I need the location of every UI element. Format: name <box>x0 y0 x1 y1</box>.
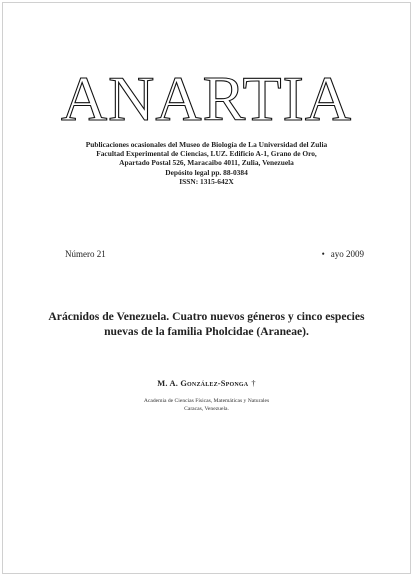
issue-date: ayo 2009 <box>330 249 364 259</box>
issue-date-group <box>322 249 364 259</box>
affiliation-line-institution: Academia de Ciencias Físicas, Matemáticas y Naturales <box>143 398 270 404</box>
journal-cover-page <box>2 2 411 574</box>
author-name: M. A. González-Sponga <box>157 379 249 388</box>
author-affiliation <box>3 398 410 413</box>
imprint-line-faculty: Facultad Experimental de Ciencias, LUZ. Edificio A-1, Grano de Oro, <box>96 149 317 159</box>
imprint-line-address: Apartado Postal 526, Maracaibo 4011, Zulia, Venezuela <box>119 158 294 168</box>
affiliation-line-city: Caracas, Venezuela. <box>184 405 229 412</box>
author-byline <box>3 379 410 388</box>
issue-number: Número 21 <box>65 249 106 259</box>
publisher-imprint <box>3 140 410 186</box>
article-title <box>3 310 410 339</box>
article-title-line-2: nuevas de la familia Pholcidae (Araneae). <box>104 324 309 338</box>
article-title-line-1: Arácnidos de Venezuela. Cuatro nuevos géneros y cinco especies <box>48 310 365 323</box>
deceased-mark: † <box>251 379 256 388</box>
imprint-line-legal-deposit: Depósito legal pp. 88-0384 <box>165 167 248 177</box>
imprint-line-publisher: Publicaciones ocasionales del Museo de Biología de La Universidad del Zulia <box>85 140 328 149</box>
issue-date-bullet: • <box>321 249 325 259</box>
journal-masthead <box>3 65 410 129</box>
imprint-line-issn: ISSN: 1315-642X <box>179 176 234 186</box>
journal-logo <box>3 65 410 129</box>
journal-title: ANARTIA <box>60 65 353 129</box>
